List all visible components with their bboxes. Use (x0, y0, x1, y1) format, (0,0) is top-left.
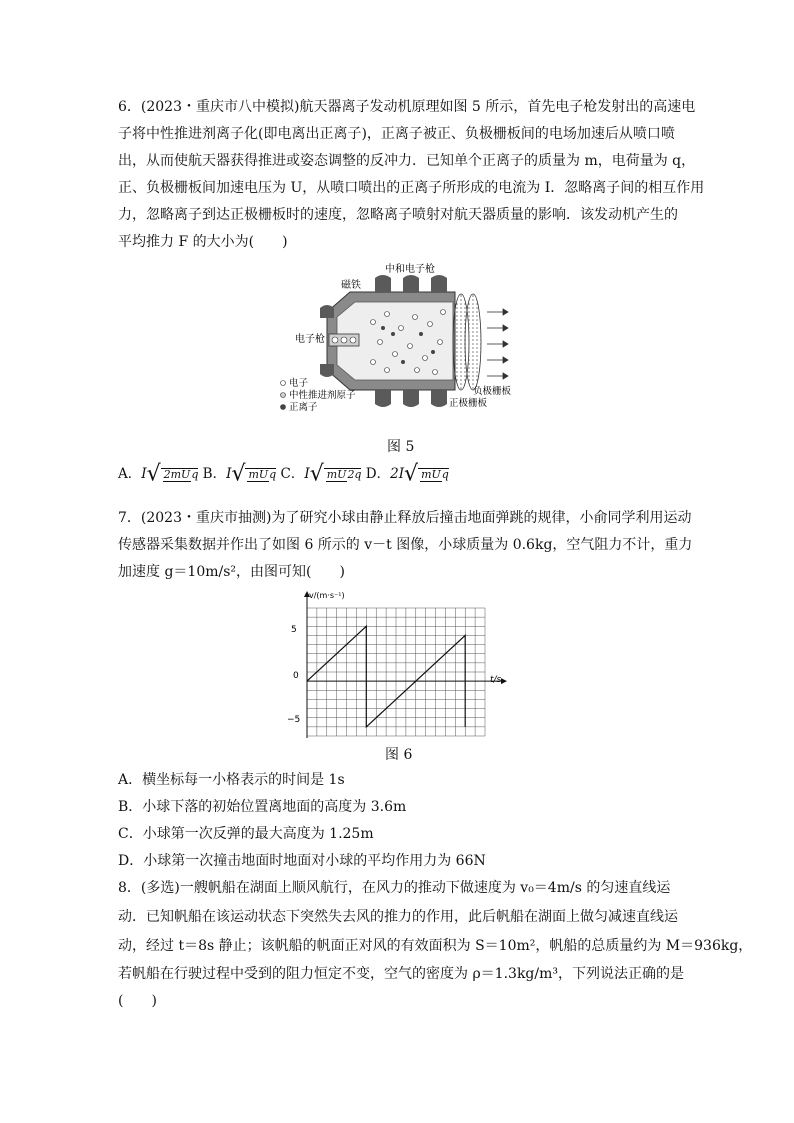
chart-axes (304, 591, 507, 738)
y-tick-label-5: 5 (291, 625, 297, 635)
q7-option-c[interactable]: C．小球第一次反弹的最大高度为 1.25m (118, 826, 374, 842)
magnet-top-2 (403, 275, 419, 292)
q7-line-3: 加速度 g＝10m/s²，由图可知( ) (118, 564, 345, 580)
x-axis-label: t/s (490, 675, 502, 685)
exhaust-arrows (487, 309, 508, 379)
q6-options (118, 462, 449, 485)
label-electron-gun: 电子枪 (295, 334, 325, 345)
q7-line-1: 7．(2023・重庆市抽测)为了研究小球由静止释放后撞击地面弹跳的规律，小俞同学利用运动 (118, 510, 692, 526)
magnet-rear-bottom (320, 364, 334, 377)
y-tick-label-neg5: −5 (287, 715, 301, 725)
magnet-bottom-2 (403, 390, 419, 407)
magnet-rear-top (320, 305, 334, 318)
q6-line-3: 出，从而使航天器获得推进或姿态调整的反冲力．已知单个正离子的质量为 m，电荷量为 q， (118, 153, 696, 169)
option-d[interactable]: D．2I√ mUq (365, 461, 449, 487)
label-neutralizer: 中和电子枪 (385, 264, 435, 275)
q8-line-3: 动，经过 t＝8s 静止；该帆船的帆面正对风的有效面积为 S＝10m²，帆船的总质量约为 M＝936kg， (118, 938, 753, 954)
q7-option-d[interactable]: D．小球第一次撞击地面时地面对小球的平均作用力为 66N (118, 853, 486, 869)
label-negative-grid: 负极栅板 (473, 386, 512, 397)
figure-5-caption: 图 5 (387, 439, 415, 455)
y-tick-label-0: 0 (293, 671, 299, 681)
magnet-bottom-1 (375, 390, 391, 407)
option-b[interactable]: B．I√ mUq (202, 461, 277, 487)
magnet-bottom-3 (431, 390, 447, 407)
negative-grid (465, 294, 481, 390)
legend-electron: 电子 (289, 378, 309, 389)
label-positive-grid: 正极栅板 (449, 398, 488, 409)
magnet-top-3 (431, 275, 447, 292)
q8-line-5: ( ) (118, 993, 157, 1009)
q7-option-a[interactable]: A．横坐标每一小格表示的时间是 1s (118, 772, 345, 788)
chart-grid (307, 608, 485, 736)
option-c[interactable]: C．I√ mU2q (280, 461, 362, 487)
option-a[interactable]: A．I√ 2mUq (118, 461, 199, 487)
label-magnet: 磁铁 (341, 280, 361, 291)
q6-line-2: 子将中性推进剂离子化(即电离出正离子)，正离子被正、负极栅板间的电场加速后从喷口喷 (118, 126, 675, 142)
legend-positive-ion: 正离子 (289, 402, 318, 412)
q6-line-6: 平均推力 F 的大小为( ) (118, 234, 288, 250)
magnet-top-1 (375, 275, 391, 292)
q6-line-5: 力，忽略离子到达正极栅板时的速度，忽略离子喷射对航天器质量的影响．该发动机产生的 (118, 207, 678, 223)
figure-6-vt-chart (285, 588, 510, 740)
q7-line-2: 传感器采集数据并作出了如图 6 所示的 v－t 图像，小球质量为 0.6kg，空气阻力不计，重力 (118, 537, 693, 553)
q7-option-b[interactable]: B．小球下落的初始位置离地面的高度为 3.6m (118, 799, 407, 815)
figure-5-ion-engine (275, 262, 525, 412)
figure-6-caption: 图 6 (385, 747, 413, 763)
legend-neutral-atom: 中性推进剂原子 (289, 390, 356, 401)
q8-line-4: 若帆船在行驶过程中受到的阻力恒定不变，空气的密度为 ρ＝1.3kg/m³，下列说法正确的是 (118, 966, 684, 982)
y-axis-label: v/(m·s⁻¹) (309, 591, 345, 600)
q6-line-1: 6．(2023・重庆市八中模拟)航天器离子发动机原理如图 5 所示，首先电子枪发射出的高速电 (118, 99, 696, 115)
q8-line-1: 8．(多选)一艘帆船在湖面上顺风航行，在风力的推动下做速度为 v₀＝4m/s 的匀速直线运 (118, 880, 671, 896)
x-axis-arrow (501, 678, 507, 684)
q8-line-2: 动．已知帆船在该运动状态下突然失去风的推力的作用，此后帆船在湖面上做匀减速直线运 (118, 909, 678, 925)
q6-line-4: 正、负极栅板间加速电压为 U，从喷口喷出的正离子所形成的电流为 I．忽略离子间的相互作用 (118, 180, 705, 196)
